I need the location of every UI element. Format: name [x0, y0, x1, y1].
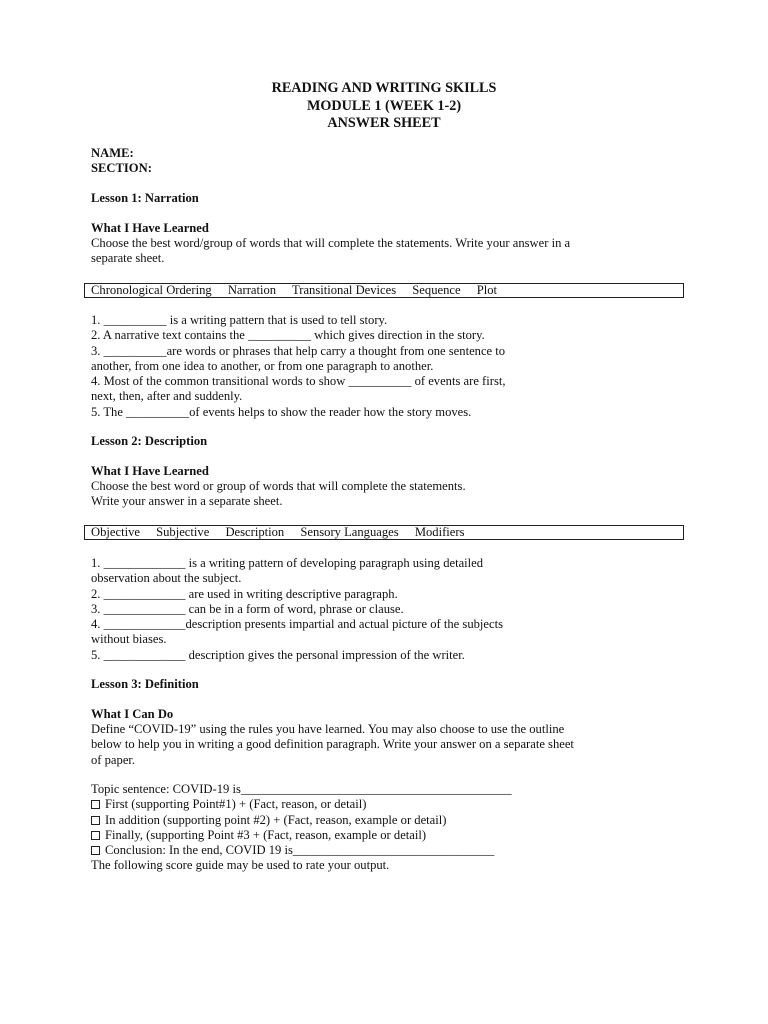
outline-item	[91, 797, 681, 812]
word-bank-item: Chronological Ordering	[91, 283, 212, 297]
list-item: 5. _____________ description gives the personal impression of the writer.	[91, 647, 465, 662]
list-item: 3. __________are words or phrases that help carry a thought from one sentence to	[91, 343, 506, 358]
lesson1-word-bank	[84, 283, 684, 298]
lesson2-subtitle: What I Have Learned	[91, 464, 209, 478]
instruction-line: of paper.	[91, 752, 136, 767]
sheet-title: ANSWER SHEET	[327, 115, 441, 131]
word-bank-item: Subjective	[156, 525, 210, 539]
lesson3-outline	[91, 782, 681, 874]
outline-text: First (supporting Point#1) + (Fact, reason, or detail)	[105, 797, 367, 812]
word-bank-item: Plot	[476, 283, 498, 297]
lesson1-title: Lesson 1: Narration	[91, 191, 199, 205]
list-item: 3. _____________ can be in a form of word, phrase or clause.	[91, 601, 404, 616]
list-item: 2. _____________ are used in writing descriptive paragraph.	[91, 586, 398, 601]
outline-text: Conclusion: In the end, COVID 19 is________________________________	[105, 843, 495, 858]
list-item: without biases.	[91, 632, 167, 647]
instruction-line: below to help you in writing a good definition paragraph. Write your answer on a separate sheet	[91, 737, 574, 752]
lesson2-items	[91, 556, 681, 663]
checkbox-icon	[91, 846, 100, 855]
section-label: SECTION:	[91, 161, 152, 176]
lesson1-items	[91, 313, 681, 420]
list-item: 5. The __________of events helps to show the reader how the story moves.	[91, 404, 472, 419]
lesson1-subtitle: What I Have Learned	[91, 221, 209, 235]
lesson2-word-bank	[84, 525, 684, 540]
word-bank-item: Transitional Devices	[292, 283, 397, 297]
lesson3-instructions	[91, 722, 681, 768]
outline-item	[91, 828, 681, 843]
outline-text: Finally, (supporting Point #3 + (Fact, reason, example or detail)	[105, 827, 427, 842]
instruction-line: Choose the best word/group of words that will complete the statements. Write your answer in a	[91, 236, 571, 250]
outline-item	[91, 843, 681, 858]
document-header	[0, 80, 768, 133]
course-title: READING AND WRITING SKILLS	[271, 80, 497, 96]
checkbox-icon	[91, 816, 100, 825]
list-item: observation about the subject.	[91, 571, 242, 586]
word-bank-item: Sequence	[412, 283, 461, 297]
word-bank-item: Modifiers	[414, 525, 465, 539]
checkbox-icon	[91, 831, 100, 840]
list-item: 1. _____________ is a writing pattern of developing paragraph using detailed	[91, 556, 484, 570]
lesson3-subtitle: What I Can Do	[91, 707, 174, 721]
list-item: 1. __________ is a writing pattern that is used to tell story.	[91, 313, 388, 327]
list-item: 2. A narrative text contains the __________ which gives direction in the story.	[91, 328, 485, 343]
checkbox-icon	[91, 800, 100, 809]
lesson1-instructions	[91, 236, 681, 267]
closing-note: The following score guide may be used to rate your output.	[91, 858, 390, 873]
word-bank-item: Description	[225, 525, 285, 539]
list-item: 4. Most of the common transitional words to show __________ of events are first,	[91, 374, 506, 389]
module-title: MODULE 1 (WEEK 1-2)	[306, 97, 462, 114]
word-bank-item: Objective	[91, 525, 140, 539]
word-bank-item: Sensory Languages	[300, 525, 399, 539]
instruction-line: Write your answer in a separate sheet.	[91, 494, 283, 509]
student-info	[91, 146, 681, 177]
instruction-line: separate sheet.	[91, 251, 165, 266]
outline-item	[91, 813, 681, 828]
instruction-line: Choose the best word or group of words that will complete the statements.	[91, 479, 466, 493]
list-item: another, from one idea to another, or from one paragraph to another.	[91, 358, 434, 373]
list-item: next, then, after and suddenly.	[91, 389, 243, 404]
name-label: NAME:	[91, 146, 134, 160]
instruction-line: Define “COVID-19” using the rules you have learned. You may also choose to use the outline	[91, 722, 565, 736]
topic-sentence: Topic sentence: COVID-19 is___________________________________________	[91, 782, 512, 796]
lesson3-title: Lesson 3: Definition	[91, 677, 199, 691]
word-bank-item: Narration	[227, 283, 277, 297]
lesson2-instructions	[91, 479, 681, 510]
outline-text: In addition (supporting point #2) + (Fact, reason, example or detail)	[105, 812, 447, 827]
list-item: 4. _____________description presents impartial and actual picture of the subjects	[91, 617, 503, 632]
lesson2-title: Lesson 2: Description	[91, 434, 208, 448]
